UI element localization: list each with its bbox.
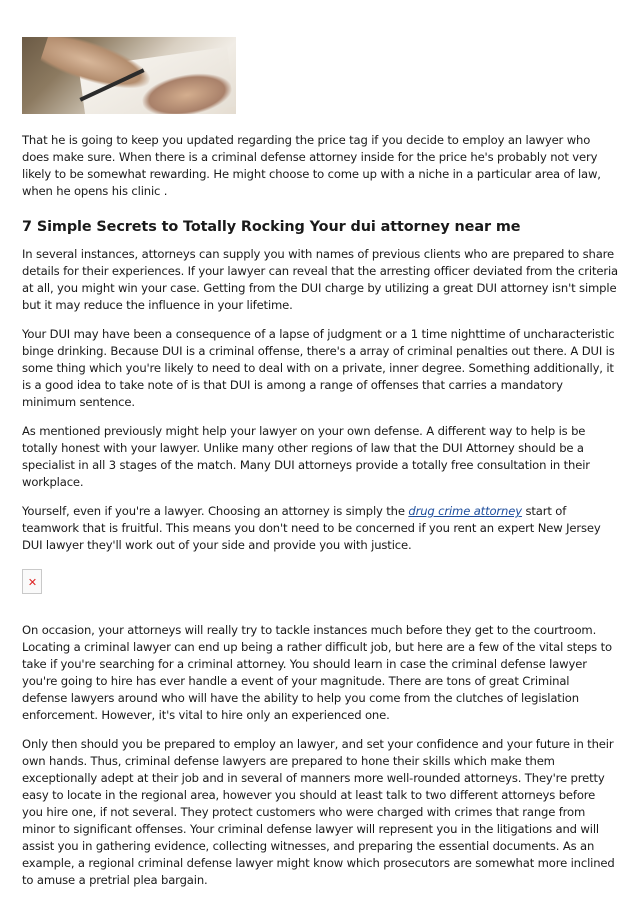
paragraph-2: In several instances, attorneys can supply you with names of previous clients who are prepared to share details for their experiences. If your lawyer can reveal that the arresting officer deviated from the criteria at all, you might win your case. Getting from the DUI charge by utilizing a great DUI attorney isn't simple but it may reduce the influence in your lifetime. (22, 247, 618, 312)
paragraph-7: Only then should you be prepared to employ an lawyer, and set your confidence and your future in their own hands. Thus, criminal defense lawyers are prepared to hone their skills which make them exceptionally adept at their job and in several of manners more well-rounded attorneys. They're pretty easy to locate in the regional area, however you should at least talk to two different attorneys before you hire one, if not several. They protect customers who were charged with crimes that range from minor to significant offenses. Your criminal defense lawyer will represent you in the litigations and will assist you in gathering evidence, collecting witnesses, and preparing the essential documents. As an example, a regional criminal defense lawyer might know which prosecutors are somewhat more inclined to amuse a pretrial plea bargain. (22, 737, 615, 887)
paragraph-3: Your DUI may have been a consequence of a lapse of judgment or a 1 time nighttime of uncharacteristic binge drinking. Because DUI is a criminal offense, there's a array of criminal penalties out there. A DUI is some thing which you're likely to need to deal with on a private, inner degree. Something additionally, it is a good idea to take note of is that DUI is among a range of offenses that carries a mandatory minimum sentence. (22, 327, 615, 409)
paragraph-4: As mentioned previously might help your lawyer on your own defense. A different way to help is be totally honest with your lawyer. Unlike many other regions of law that the DUI Attorney should be a specialist in all 3 stages of the match. Many DUI attorneys provide a totally free consultation in their workplace. (22, 424, 590, 489)
hands-signing-document-image (22, 37, 236, 114)
paragraph-6: On occasion, your attorneys will really try to tackle instances much before they get to the courtroom. Locating a criminal lawyer can end up being a rather difficult job, but here are a few of the vital steps to take if you're searching for a criminal attorney. You should learn in case the criminal defense lawyer you're going to hire has ever handle a event of your magnitude. There are tons of great Criminal defense lawyers around who will have the ability to help you come from the clutches of legislation enforcement. However, it's vital to hire only an experienced one. (22, 623, 612, 722)
drug-crime-attorney-link[interactable]: drug crime attorney (408, 504, 522, 518)
paragraph-5-before-link: Yourself, even if you're a lawyer. Choosing an attorney is simply the (22, 504, 409, 518)
paragraph-5-after-link: start of teamwork that is fruitful. This means you don't need to be concerned if you rent an expert New Jersey DUI lawyer they'll work out of your side and provide you with justice. (22, 504, 601, 552)
paragraph-5 (22, 503, 618, 554)
article-heading: 7 Simple Secrets to Totally Rocking Your dui attorney near me (22, 219, 521, 235)
paragraph-1: That he is going to keep you updated regarding the price tag if you decide to employ an lawyer who does make sure. When there is a criminal defense attorney inside for the price he's probably not very likely to be somewhat rewarding. He might choose to come up with a niche in a particular area of law, when he opens his clinic . (22, 133, 601, 198)
broken-image-icon: ✕ (22, 569, 42, 594)
article (22, 37, 618, 889)
